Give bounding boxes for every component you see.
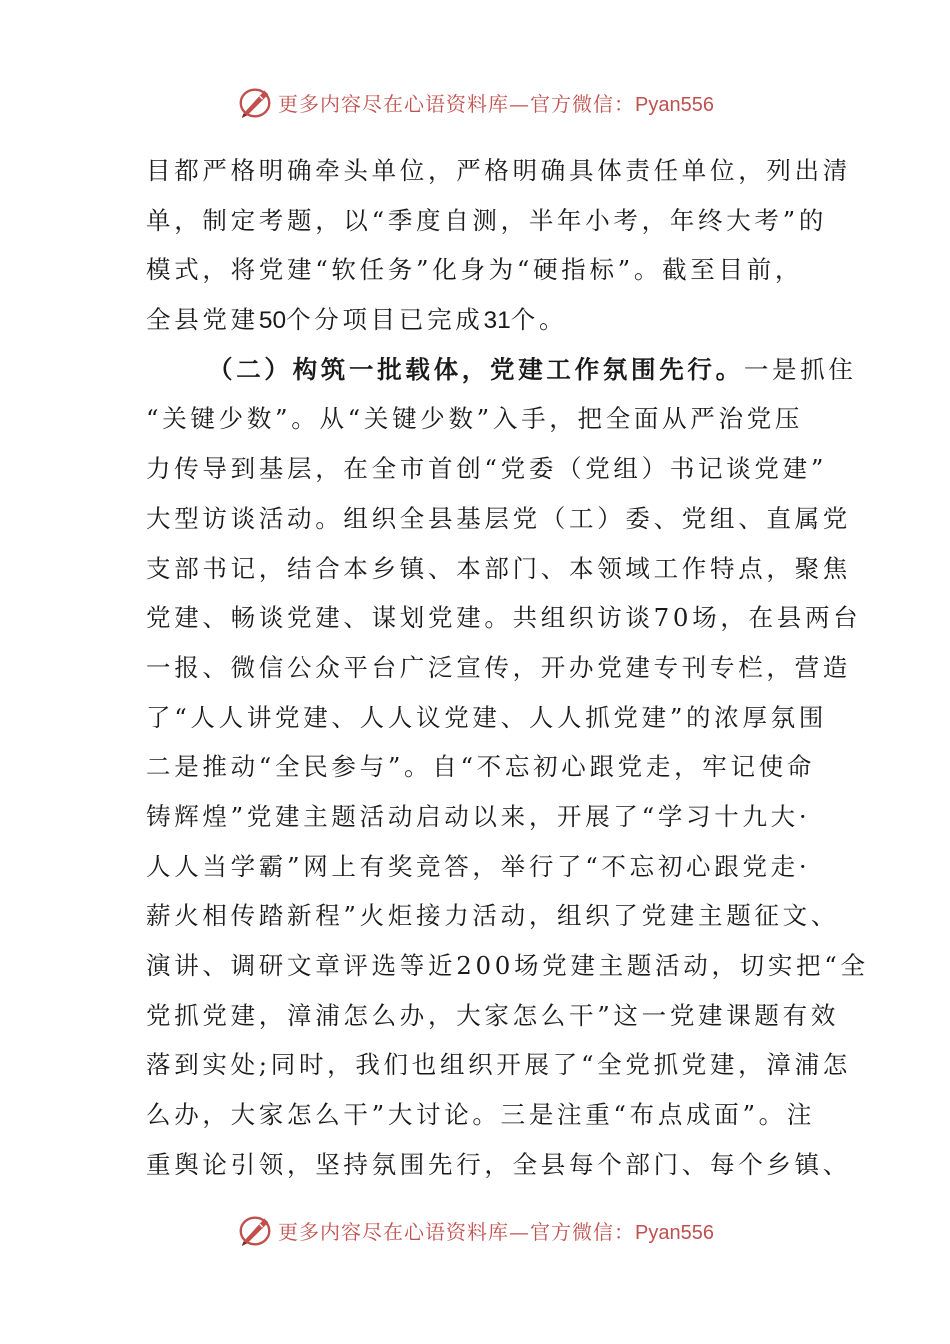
- watermark-text: 更多内容尽在心语资料库—官方微信：Pyan556: [278, 1219, 714, 1244]
- text-line: 落到实处;同时，我们也组织开展了“全党抓党建，漳浦怎: [146, 1050, 851, 1080]
- text-line: 二是推动“全民参与”。自“不忘初心跟党走，牢记使命: [146, 752, 816, 782]
- text-line: 一报、微信公众平台广泛宣传，开办党建专刊专栏，营造: [146, 652, 851, 682]
- text-line: 全县党建50个分项目已完成31个。: [146, 305, 568, 335]
- document-body: [146, 146, 869, 1189]
- text-line: 人人当学霸”网上有奖竞答，举行了“不忘初心跟党走·: [146, 851, 811, 881]
- pen-logo-icon: [236, 1211, 274, 1249]
- text-line: 党抓党建，漳浦怎么办，大家怎么干”这一党建课题有效: [146, 1000, 840, 1030]
- text-line: 么办，大家怎么干”大讨论。三是注重“布点成面”。注: [146, 1100, 816, 1130]
- text-line: 党建、畅谈党建、谋划党建。共组织访谈70场，在县两台: [146, 603, 862, 633]
- text-line: 重舆论引领，坚持氛围先行，全县每个部门、每个乡镇、: [146, 1149, 851, 1179]
- section-heading: （二）构筑一批载体，党建工作氛围先行。: [208, 354, 744, 384]
- text-line: 大型访谈活动。组织全县基层党（工）委、党组、直属党: [146, 503, 851, 533]
- text-line: 支部书记，结合本乡镇、本部门、本领域工作特点，聚焦: [146, 553, 851, 583]
- watermark-banner-top: [0, 80, 950, 124]
- watermark-text: 更多内容尽在心语资料库—官方微信：Pyan556: [278, 91, 714, 116]
- text-line: 了“人人讲党建、人人议党建、人人抓党建”的浓厚氛围: [146, 702, 828, 732]
- text-line: 单，制定考题，以“季度自测，半年小考，年终大考”的: [146, 205, 828, 235]
- text-line: 铸辉煌”党建主题活动启动以来，开展了“学习十九大·: [146, 801, 811, 831]
- text-line: 演讲、调研文章评选等近200场党建主题活动，切实把“全: [146, 951, 869, 980]
- text-line: “关键少数”。从“关键少数”入手，把全面从严治党压: [146, 404, 804, 434]
- watermark-banner-bottom: [0, 1208, 950, 1252]
- section-heading-line: （二）构筑一批载体，党建工作氛围先行。一是抓住: [208, 354, 857, 384]
- text-line: 薪火相传踏新程”火炬接力活动，组织了党建主题征文、: [146, 901, 840, 931]
- text-line: 模式，将党建“软任务”化身为“硬指标”。截至目前，: [146, 255, 804, 285]
- text-line: 目都严格明确牵头单位，严格明确具体责任单位，列出清: [146, 156, 851, 185]
- text-line: 力传导到基层，在全市首创“党委（党组）书记谈党建”: [146, 454, 828, 484]
- pen-logo-icon: [236, 83, 274, 121]
